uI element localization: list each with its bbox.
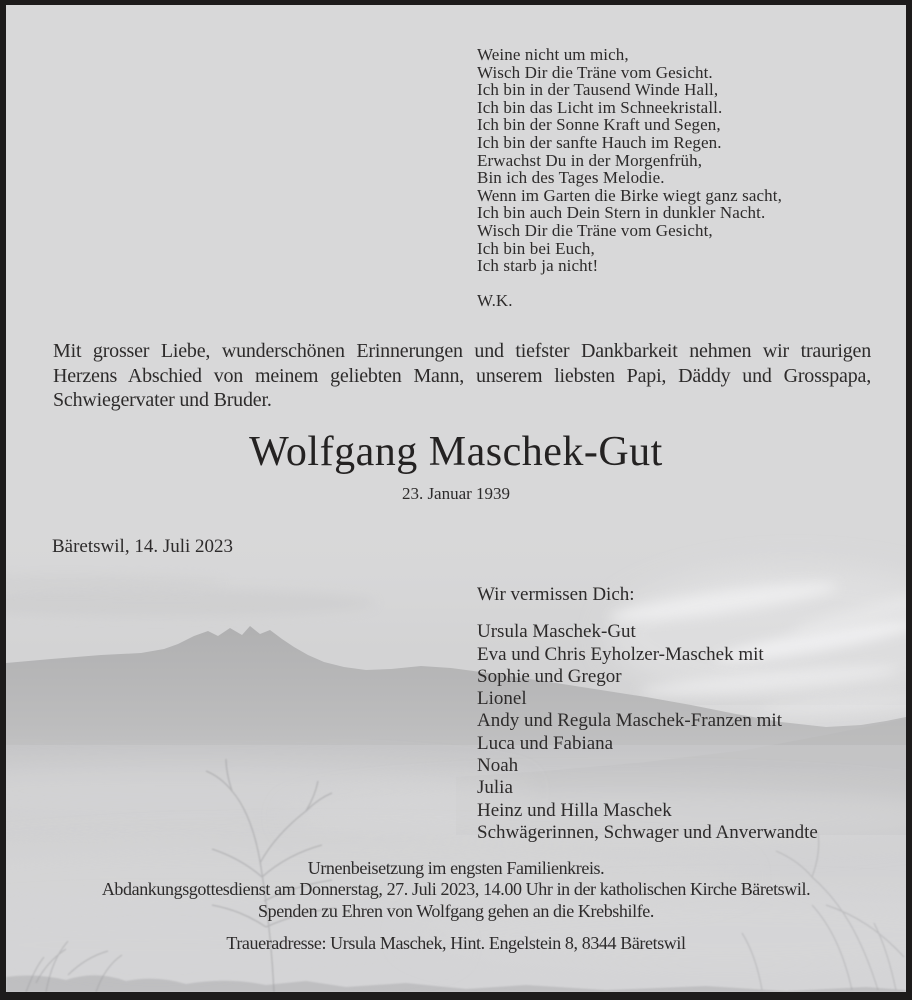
poem-line: Erwachst Du in der Morgenfrüh, xyxy=(477,150,703,170)
mourner-line: Sophie und Gregor xyxy=(477,665,622,687)
poem-line: Weine nicht um mich, xyxy=(477,45,629,64)
deceased-name: Wolfgang Maschek-Gut xyxy=(249,429,663,475)
mourner-line: Eva und Chris Eyholzer-Maschek mit xyxy=(477,643,764,665)
urn-burial-line: Urnenbeisetzung im engsten Familienkreis. xyxy=(307,858,605,878)
poem-line: Ich bin der sanfte Hauch im Regen. xyxy=(477,132,722,152)
intro-paragraph: Mit grosser Liebe, wunderschönen Erinnerungen und tiefster Dankbarkeit nehmen wir traurigen Herzens Abschied von meinem geliebten Mann, unserem liebsten Papi, Däddy und Grosspapa, Schwiegervater und Bruder. xyxy=(53,340,871,411)
obituary-card xyxy=(6,5,906,992)
birth-date: 23. Januar 1939 xyxy=(401,484,511,503)
mourner-line: Schwägerinnen, Schwager und Anverwandte xyxy=(477,821,818,843)
mourner-line: Julia xyxy=(477,777,513,799)
mourner-line: Heinz und Hilla Maschek xyxy=(477,799,672,821)
poem-line: Wisch Dir die Träne vom Gesicht, xyxy=(477,220,713,240)
poem-attribution: W.K. xyxy=(477,291,513,311)
mourner-line: Lionel xyxy=(477,688,527,710)
mourner-line: Noah xyxy=(477,755,519,777)
mourners-section xyxy=(477,584,818,844)
funeral-info xyxy=(6,858,906,954)
donation-line: Spenden zu Ehren von Wolfgang gehen an die Krebshilfe. xyxy=(258,900,654,921)
poem-line: Ich bin in der Tausend Winde Hall, xyxy=(477,80,719,100)
poem-line: Ich bin auch Dein Stern in dunkler Nacht. xyxy=(477,203,766,223)
poem-line: Ich starb ja nicht! xyxy=(477,256,599,276)
poem-line: Wisch Dir die Träne vom Gesicht. xyxy=(477,62,713,82)
mourner-line: Andy und Regula Maschek-Franzen mit xyxy=(477,710,782,732)
poem-line: Ich bin das Licht im Schneekristall. xyxy=(477,97,723,117)
poem-line: Wenn im Garten die Birke wiegt ganz sacht, xyxy=(477,185,782,205)
poem xyxy=(477,46,782,310)
poem-line: Ich bin bei Euch, xyxy=(477,238,595,258)
service-line: Abdankungsgottesdienst am Donnerstag, 27. Juli 2023, 14.00 Uhr in der katholischen Kirche Bäretswil. xyxy=(101,879,811,900)
poem-line: Ich bin der Sonne Kraft und Segen, xyxy=(477,115,721,135)
mourners-heading: Wir vermissen Dich: xyxy=(477,584,635,605)
mourner-line: Ursula Maschek-Gut xyxy=(477,621,636,643)
place-and-date: Bäretswil, 14. Juli 2023 xyxy=(52,536,234,557)
mourning-address-line: Traueradresse: Ursula Maschek, Hint. Engelstein 8, 8344 Bäretswil xyxy=(226,932,686,953)
mourner-line: Luca und Fabiana xyxy=(477,732,614,754)
poem-line: Bin ich des Tages Melodie. xyxy=(477,168,665,188)
